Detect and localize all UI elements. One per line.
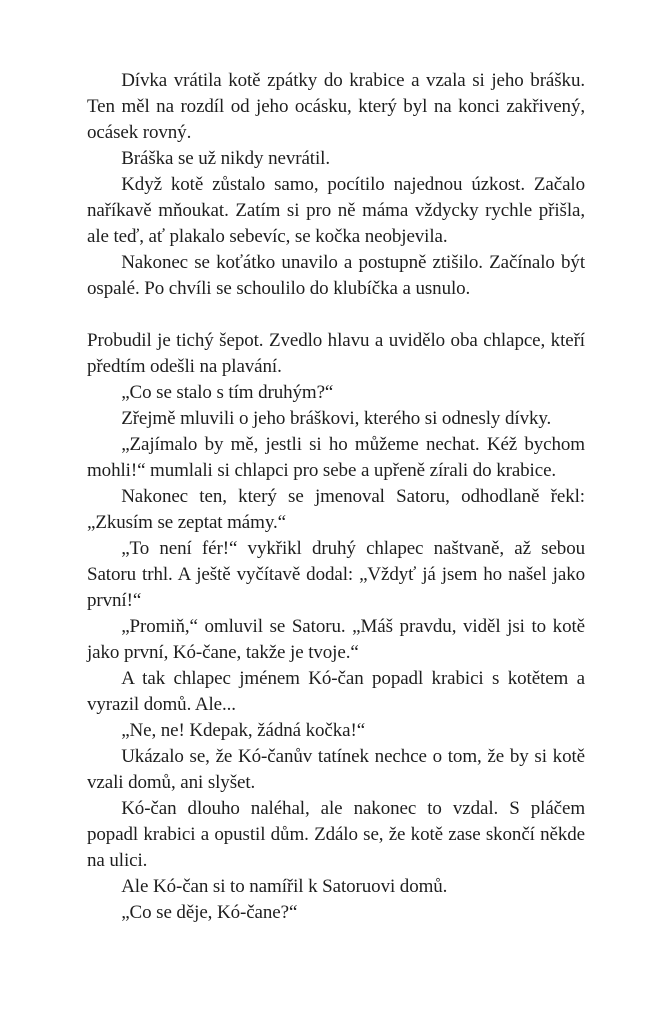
paragraph: Nakonec se koťátko unavilo a postupně ztišilo. Začínalo být ospalé. Po chvíli se schoulilo do klubíčka a usnulo.	[87, 252, 585, 299]
paragraph: „Zajímalo by mě, jestli si ho můžeme nechat. Kéž bychom mohli!“ mumlali si chlapci pro sebe a upřeně zírali do krabice.	[87, 434, 585, 481]
paragraph: Ukázalo se, že Kó-čanův tatínek nechce o tom, že by si kotě vzali domů, ani slyšet.	[87, 746, 585, 793]
paragraph: Když kotě zůstalo samo, pocítilo najednou úzkost. Začalo naříkavě mňoukat. Zatím si pro ně máma vždycky rychle přišla, ale teď, ať plakalo sebevíc, se kočka neobjevila.	[87, 174, 585, 247]
paragraph: „Co se děje, Kó-čane?“	[121, 902, 298, 923]
paragraph: Dívka vrátila kotě zpátky do krabice a vzala si jeho brášku. Ten měl na rozdíl od jeho ocásku, který byl na konci zakřivený, ocásek rovný.	[87, 70, 585, 143]
paragraph: „Promiň,“ omluvil se Satoru. „Máš pravdu, viděl jsi to kotě jako první, Kó-čane, takže je tvoje.“	[87, 616, 585, 663]
paragraph: „Co se stalo s tím druhým?“	[121, 382, 334, 403]
paragraph: „To není fér!“ vykřikl druhý chlapec naštvaně, až sebou Satoru trhl. A ještě vyčítavě dodal: „Vždyť já jsem ho našel jako první!“	[87, 538, 585, 611]
paragraph: Zřejmě mluvili o jeho bráškovi, kterého si odnesly dívky.	[121, 408, 552, 429]
paragraph: Probudil je tichý šepot. Zvedlo hlavu a uvidělo oba chlapce, kteří předtím odešli na plavání.	[87, 330, 585, 377]
paragraph: Ale Kó-čan si to namířil k Satoruovi domů.	[121, 876, 448, 897]
paragraph: Nakonec ten, který se jmenoval Satoru, odhodlaně řekl: „Zkusím se zeptat mámy.“	[87, 486, 585, 533]
paragraph: Kó-čan dlouho naléhal, ale nakonec to vzdal. S pláčem popadl krabici a opustil dům. Zdálo se, že kotě zase skončí někde na ulici.	[87, 798, 585, 871]
paragraph: „Ne, ne! Kdepak, žádná kočka!“	[121, 720, 366, 741]
paragraph: Bráška se už nikdy nevrátil.	[121, 148, 330, 169]
paragraph: A tak chlapec jménem Kó-čan popadl krabici s kotětem a vyrazil domů. Ale...	[87, 668, 585, 715]
body-text-block	[87, 68, 585, 926]
